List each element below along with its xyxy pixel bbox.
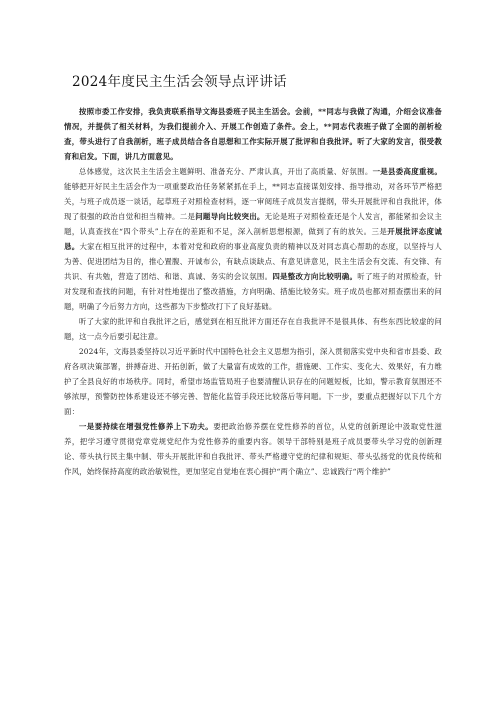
bold-text-segment: 四是整改方向比较明确。 [272,272,358,281]
document-body [64,104,442,479]
body-paragraph-p2 [64,164,442,314]
bold-text-segment: 开展批评态度诚恳。 [64,227,442,251]
text-segment: 2024年，文海县委坚持以习近平新时代中国特色社会主义思想为指引，深入贯彻落实党中央和省市县委、政府各项决策部署，拼搏奋进、开拓创新，做了大量富有成效的工作，措施硬、工作实、变化大、效果好，有力维护了全县良好的市场秩序。同时，希望市场监管局班子也要清醒认识存在的问题短板，比如，警示教育氛围还不够浓厚，预警防控体系建设还不够完善、智能化监管手段还比较落后等问题。下一步，要重点把握好以下几个方面： [64,347,442,416]
text-segment: 无论是班子对照检查还是个人发言，都能紧扣会议主题，认真查找在“四个带头”上存在的差距和不足，深入剖析思想根源，做到了有的放矢。三是 [64,212,442,236]
body-paragraph-p3 [64,314,442,344]
body-paragraph-p5 [64,419,442,479]
body-paragraph-p1 [64,104,442,164]
text-segment: 要把政治修养摆在党性修养的首位，从党的创新理论中汲取党性滋养，把学习遵守贯彻党章党规党纪作为党性修养的重要内容。领导干部特别是班子成员要带头学习党的创新理论、带头执行民主集中制、带头开展批评和自我批评、带头严格遵守党的纪律和规矩、带头弘扬党的优良传统和作风，始终保持高度的政治敏锐性，更加坚定自觉地在衷心拥护“两个确立”、忠诚践行“两个维护” [64,422,442,476]
text-segment: 听了大家的批评和自我批评之后，感觉到在相互批评方面还存在自我批评不是很具体、有些东西比较虚的问题，这一点今后要引起注意。 [64,317,442,341]
text-segment: 大家在相互批评的过程中，本着对党和政府的事业高度负责的精神以及对同志真心帮助的态度，以坚持与人为善、促进团结为目的，推心置腹、开诚布公，有缺点谈缺点、有意见讲意见，民主生活会有交流、有交锋、有共识、有共勉，营造了团结、和谐、真诚、务实的会议氛围。 [64,242,442,281]
body-paragraph-p4 [64,344,442,419]
text-segment: 总体感觉，这次民主生活会主题鲜明、准备充分、严肃认真，开出了高质量、好氛围。 [78,167,373,176]
bold-text-segment: 问题导向比较突出。 [195,212,265,221]
document-title: 2024年度民主生活会领导点评讲话 [72,74,287,90]
bold-text-segment: 按照市委工作安排，我负责联系指导文海县委班子民主生活会。会前，**同志与我做了沟通，介绍会议准备情况，并提供了相关材料，为我们提前介入、开展工作创造了条件。会上，**同志代表班子做了全面的剖析检查，带头进行了自我剖析，班子成员结合各自思想和工作实际开展了批评和自我批评。听了大家的发言，很受教育和启发。下面，讲几方面意见。 [64,107,442,161]
text-segment: 能够把开好民主生活会作为一项重要政治任务紧紧抓在手上，**同志直接谋划安排、指导推动，对各环节严格把关，与班子成员逐一谈话，起草班子对照检查材料，逐一审阅班子成员发言提纲，带头开展批评和自我批评，体现了很强的政治自觉和担当精神。二是 [64,182,442,221]
text-segment: 听了班子的对照检查，针对发现和查找的问题，有针对性地提出了整改措施，方向明确、措施比较务实。班子成员也都对照查摆出来的问题，明确了今后努力方向，这些都为下步整改打下了良好基础。 [64,272,442,311]
bold-text-segment: 一是要持续在增强党性修养上下功夫。 [78,422,214,431]
bold-text-segment: 一是县委高度重视。 [372,167,442,176]
